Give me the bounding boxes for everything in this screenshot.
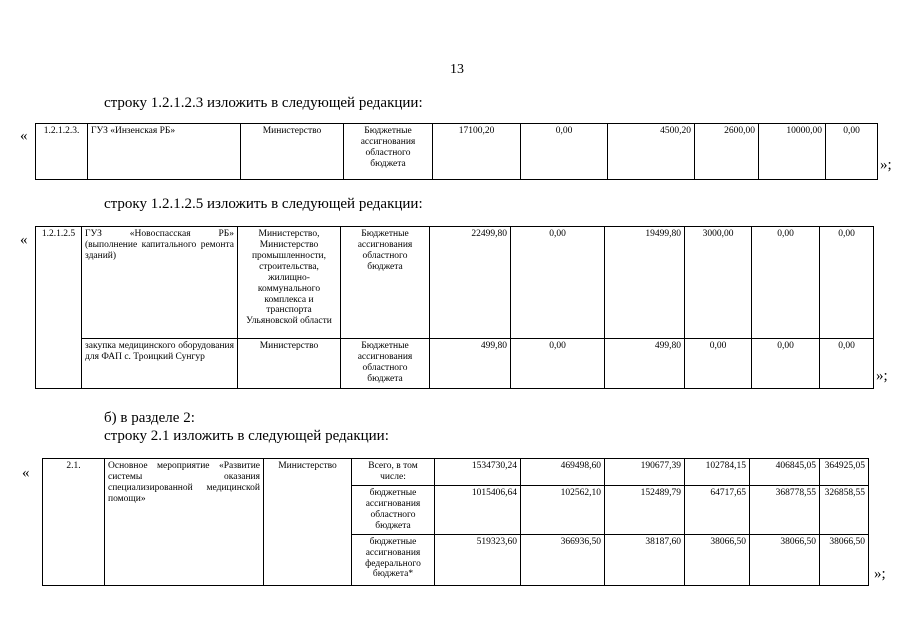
executor-cell: Министерство, Министерство промышленности, строительства, жилищно-коммунального комплекса и транспорта Ульяновской области bbox=[238, 227, 341, 339]
value-cell: 102784,15 bbox=[685, 459, 750, 486]
instruction-row-1-2-1-2-5: строку 1.2.1.2.5 изложить в следующей редакции: bbox=[104, 196, 423, 212]
value-cell: 0,00 bbox=[820, 227, 874, 339]
value-cell: 22499,80 bbox=[430, 227, 511, 339]
instruction-row-2-1: строку 2.1 изложить в следующей редакции: bbox=[104, 428, 389, 444]
value-cell: 19499,80 bbox=[605, 227, 685, 339]
value-cell: 152489,79 bbox=[605, 486, 685, 535]
source-cell: Бюджетные ассигнования областного бюджета bbox=[341, 227, 430, 339]
source-cell: Бюджетные ассигнования областного бюджета bbox=[341, 339, 430, 389]
value-cell: 406845,05 bbox=[750, 459, 820, 486]
value-cell: 519323,60 bbox=[435, 534, 521, 585]
value-cell: 368778,55 bbox=[750, 486, 820, 535]
value-cell: 0,00 bbox=[820, 339, 874, 389]
value-cell: 2600,00 bbox=[695, 124, 759, 180]
source-cell: Всего, в том числе: bbox=[352, 459, 435, 486]
row-number-cell: 2.1. bbox=[43, 459, 105, 586]
value-cell: 499,80 bbox=[605, 339, 685, 389]
value-cell: 17100,20 bbox=[433, 124, 521, 180]
executor-cell: Министерство bbox=[264, 459, 352, 586]
row-number-cell: 1.2.1.2.5 bbox=[36, 227, 82, 389]
value-cell: 366936,50 bbox=[521, 534, 605, 585]
value-cell: 3000,00 bbox=[685, 227, 752, 339]
close-quote-3: »; bbox=[874, 566, 886, 582]
value-cell: 364925,05 bbox=[820, 459, 869, 486]
executor-cell: Министерство bbox=[238, 339, 341, 389]
source-cell: бюджетные ассигнования областного бюджета bbox=[352, 486, 435, 535]
name-cell: Основное мероприятие «Развитие системы оказания специализированной медицинской помощи» bbox=[105, 459, 264, 586]
page-number: 13 bbox=[450, 62, 464, 77]
name-cell: ГУЗ «Инзенская РБ» bbox=[88, 124, 241, 180]
section-heading: б) в разделе 2: bbox=[104, 410, 195, 426]
open-quote-2: « bbox=[20, 232, 28, 248]
value-cell: 102562,10 bbox=[521, 486, 605, 535]
value-cell: 38066,50 bbox=[750, 534, 820, 585]
table-row-1-2-1-2-5 bbox=[35, 226, 874, 389]
open-quote-3: « bbox=[22, 465, 30, 481]
value-cell: 0,00 bbox=[685, 339, 752, 389]
value-cell: 1534730,24 bbox=[435, 459, 521, 486]
source-cell: бюджетные ассигнования федерального бюджета* bbox=[352, 534, 435, 585]
value-cell: 38066,50 bbox=[685, 534, 750, 585]
value-cell: 499,80 bbox=[430, 339, 511, 389]
value-cell: 326858,55 bbox=[820, 486, 869, 535]
row-number-cell: 1.2.1.2.3. bbox=[36, 124, 88, 180]
value-cell: 0,00 bbox=[752, 339, 820, 389]
close-quote-2: »; bbox=[876, 368, 888, 384]
value-cell: 1015406,64 bbox=[435, 486, 521, 535]
name-cell: ГУЗ «Новоспасская РБ» (выполнение капитального ремонта зданий) bbox=[82, 227, 238, 339]
executor-cell: Министерство bbox=[241, 124, 344, 180]
value-cell: 38066,50 bbox=[820, 534, 869, 585]
value-cell: 0,00 bbox=[511, 227, 605, 339]
value-cell: 0,00 bbox=[511, 339, 605, 389]
value-cell: 469498,60 bbox=[521, 459, 605, 486]
source-cell: Бюджетные ассигнования областного бюджета bbox=[344, 124, 433, 180]
close-quote-1: »; bbox=[880, 157, 892, 173]
value-cell: 190677,39 bbox=[605, 459, 685, 486]
table-row-1-2-1-2-3 bbox=[35, 123, 878, 180]
value-cell: 4500,20 bbox=[608, 124, 695, 180]
value-cell: 10000,00 bbox=[759, 124, 826, 180]
value-cell: 0,00 bbox=[521, 124, 608, 180]
value-cell: 0,00 bbox=[752, 227, 820, 339]
value-cell: 0,00 bbox=[826, 124, 878, 180]
value-cell: 64717,65 bbox=[685, 486, 750, 535]
name-cell: закупка медицинского оборудования для ФАП с. Троицкий Сунгур bbox=[82, 339, 238, 389]
open-quote-1: « bbox=[20, 128, 28, 144]
table-row-2-1 bbox=[42, 458, 869, 586]
instruction-row-1-2-1-2-3: строку 1.2.1.2.3 изложить в следующей редакции: bbox=[104, 95, 423, 111]
value-cell: 38187,60 bbox=[605, 534, 685, 585]
